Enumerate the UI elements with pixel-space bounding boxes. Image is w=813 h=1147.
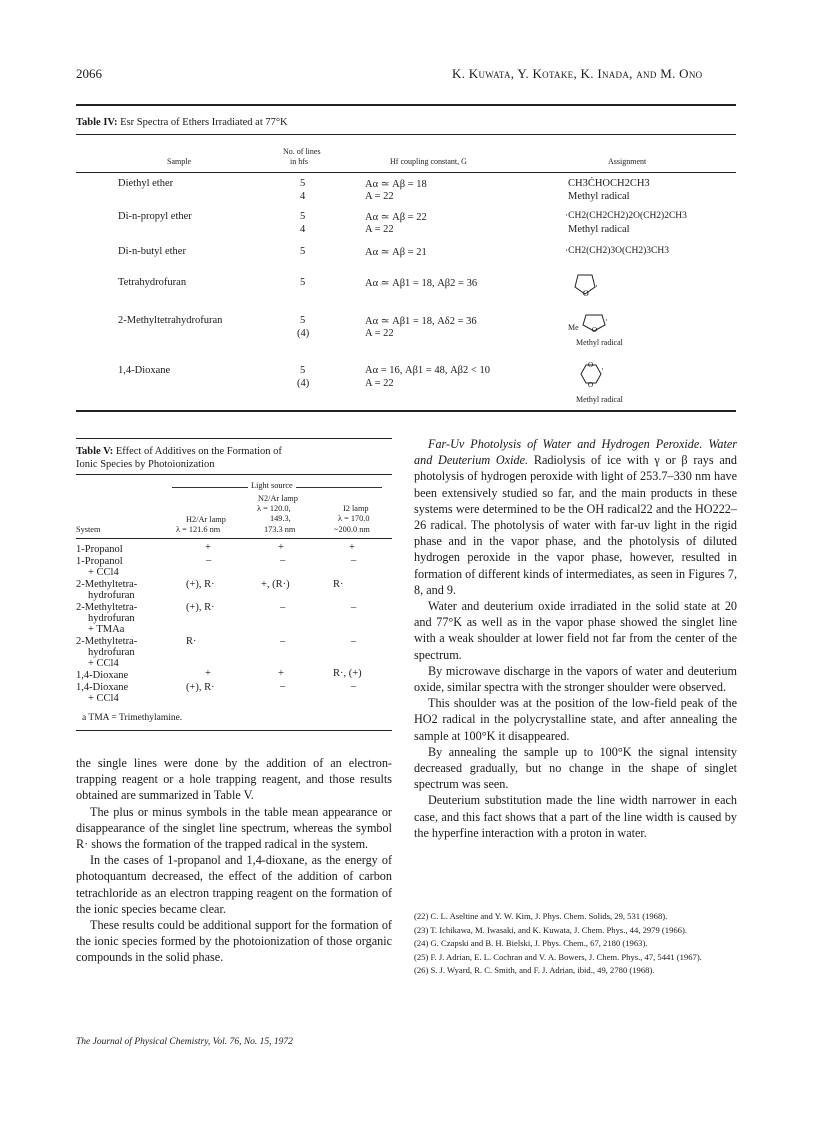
journal-footer: The Journal of Physical Chemistry, Vol. 76, No. 15, 1972 bbox=[76, 1037, 293, 1047]
table5-col-system: System bbox=[76, 525, 101, 534]
table5-system: + TMAa bbox=[88, 624, 125, 635]
table5-val: – bbox=[206, 555, 212, 566]
table5-val: – bbox=[351, 636, 357, 647]
table5-header-rule bbox=[76, 474, 392, 475]
table4-sample: Di-n-propyl ether bbox=[118, 211, 192, 222]
table5-top-rule bbox=[76, 438, 392, 439]
table4-caption-label: Table IV: bbox=[76, 117, 118, 128]
table5-val: R·, (+) bbox=[333, 668, 362, 679]
table5-system: + CCl4 bbox=[88, 567, 119, 578]
table5-system: 1-Propanol bbox=[76, 556, 123, 567]
table4-sample: Di-n-butyl ether bbox=[118, 246, 186, 257]
table5-system: hydrofuran bbox=[88, 647, 135, 658]
table5-system: hydrofuran bbox=[88, 613, 135, 624]
reference-item: (23) T. Ichikawa, M. Iwasaki, and K. Kuwata, J. Chem. Phys., 44, 2979 (1966). bbox=[414, 924, 687, 935]
table4-header-rule bbox=[76, 134, 736, 135]
references bbox=[414, 911, 737, 979]
reference-item: (26) S. J. Wyard, R. C. Smith, and F. J. Adrian, ibid., 49, 2780 (1968). bbox=[414, 965, 655, 975]
table5-system: + CCl4 bbox=[88, 658, 119, 669]
paragraph-text: Radiolysis of ice with γ or β rays and photolysis of hydrogen peroxide with light of 253.7–330 nm have been extensively studied so far, and the main products in these systems were determined to be the OH radical22 and the HO222–26 radical. The photolysis of water with far-uv light in the rigid phase and in the vapor phase, and the photolysis of diluted hydrogen peroxide in the vapor phase, however, resulted in formation of different kinds of intermediates, as seen in Figures 7, 8, and 9. bbox=[414, 453, 737, 597]
paragraph: This shoulder was at the position of the low-field peak of the HO2 radical in the polycrystalline state, and after annealing the sample at 100°K it disappeared. bbox=[414, 696, 737, 743]
tetrahydrofuran-radical-structure bbox=[575, 270, 605, 298]
table5-light-source: Light source bbox=[248, 481, 296, 490]
table5-col2: 173.3 nm bbox=[264, 525, 296, 534]
table4-hf: Aα ≃ Aβ = 22 bbox=[365, 212, 427, 223]
table4-hf: Aα ≃ Aβ1 = 18, Aβ2 = 36 bbox=[365, 278, 478, 289]
reference-item: (25) F. J. Adrian, E. L. Cochran and V. A. Bowers, J. Chem. Phys., 47, 5441 (1967). bbox=[414, 951, 702, 962]
table5-val: – bbox=[280, 636, 286, 647]
reference-item: (24) G. Czapski and B. H. Bielski, J. Phys. Chem., 67, 2180 (1963). bbox=[414, 938, 648, 948]
table4-assignment: Methyl radical bbox=[576, 338, 623, 347]
dioxane-radical-structure bbox=[578, 360, 606, 390]
paragraph: The plus or minus symbols in the table mean appearance or disappearance of the singlet line spectrum, whereas the symbol R· shows the formation of the trapped radical in the system. bbox=[76, 804, 392, 852]
svg-text:O: O bbox=[592, 326, 598, 334]
table5-colhead-rule bbox=[76, 538, 392, 539]
running-head-authors: K. Kuwata, Y. Kotake, K. Inada, and M. Ono bbox=[452, 66, 703, 81]
table5-col3: ~200.0 nm bbox=[334, 525, 370, 534]
table4-hf: A = 22 bbox=[365, 328, 394, 339]
table5-caption-label: Table V: bbox=[76, 446, 114, 457]
paragraph: By microwave discharge in the vapors of water and deuterium oxide, similar spectra with the stronger shoulder were observed. bbox=[414, 663, 737, 695]
table4-lines: 5 bbox=[300, 277, 306, 288]
svg-text:O: O bbox=[583, 289, 589, 298]
right-column-text bbox=[414, 436, 737, 841]
table4-lines: (4) bbox=[297, 328, 310, 339]
table4-assignment: Methyl radical bbox=[568, 191, 630, 202]
table4-lines: 5 bbox=[300, 365, 306, 376]
table4-colhead-rule bbox=[76, 172, 736, 173]
table5-col2: λ = 120.0, bbox=[257, 504, 291, 513]
table5-system: + CCl4 bbox=[88, 693, 119, 704]
methyl-substituent-label: Me bbox=[568, 323, 579, 332]
table5-val: – bbox=[351, 555, 357, 566]
section-heading: Far-Uv Photolysis of Water and Hydrogen Peroxide. Water and Deuterium Oxide. bbox=[414, 437, 737, 468]
table4-hf: A = 22 bbox=[365, 191, 394, 202]
table4-sample: Diethyl ether bbox=[118, 178, 174, 189]
table4-hf: Aα ≃ Aβ = 21 bbox=[365, 247, 427, 258]
table5-val: – bbox=[351, 602, 357, 613]
table5-val: + bbox=[205, 668, 211, 679]
table4-hf: A = 22 bbox=[365, 224, 394, 235]
table5-val: + bbox=[278, 668, 284, 679]
table4-lines: 5 bbox=[300, 178, 306, 189]
left-column-text bbox=[76, 755, 392, 966]
table4-assignment: CH3ĊHOCH2CH3 bbox=[568, 178, 650, 189]
table4-sample: 1,4-Dioxane bbox=[118, 365, 171, 376]
table5-val: – bbox=[280, 555, 286, 566]
table5-system: 1-Propanol bbox=[76, 544, 123, 555]
table5-val: R· bbox=[186, 636, 197, 647]
table4-caption-text: Esr Spectra of Ethers Irradiated at 77°K bbox=[120, 117, 288, 128]
table5-val: + bbox=[205, 542, 211, 553]
table5-val: – bbox=[351, 681, 357, 692]
table4-top-rule bbox=[76, 104, 736, 106]
table4-lines: (4) bbox=[297, 378, 310, 389]
table4-col-sample: Sample bbox=[167, 157, 191, 166]
page-number: 2066 bbox=[76, 66, 102, 81]
table5-system: 1,4-Dioxane bbox=[76, 682, 129, 693]
table4-hf: A = 22 bbox=[365, 378, 394, 389]
svg-text:·: · bbox=[605, 315, 608, 325]
table5-system: 1,4-Dioxane bbox=[76, 670, 129, 681]
table4-hf: Aα ≃ Aβ1 = 18, Aδ2 = 36 bbox=[365, 316, 477, 327]
methyltetrahydrofuran-radical-structure bbox=[580, 311, 612, 333]
table4-sample: 2-Methyltetrahydrofuran bbox=[118, 315, 223, 326]
table5-val: – bbox=[280, 681, 286, 692]
table5-system: 2-Methyltetra- bbox=[76, 636, 138, 647]
table4-assignment: ·CH2(CH2CH2)2O(CH2)2CH3 bbox=[565, 211, 687, 221]
table5-col2: 149.3, bbox=[270, 514, 291, 523]
table4-lines: 5 bbox=[300, 246, 306, 257]
table5-val: + bbox=[349, 542, 355, 553]
paragraph bbox=[414, 436, 737, 598]
paragraph: By annealing the sample up to 100°K the signal intensity decreased gradually, but no change in the shape of singlet spectrum was seen. bbox=[414, 744, 737, 792]
table4-assignment: ·CH2(CH2)3O(CH2)3CH3 bbox=[565, 246, 669, 256]
table5-val: + bbox=[278, 542, 284, 553]
table5-val: (+), R· bbox=[186, 579, 215, 590]
table5-val: R· bbox=[333, 579, 344, 590]
table4-col-hf: Hf coupling constant, G bbox=[390, 157, 467, 166]
table4-col-lines-1: No. of lines bbox=[283, 147, 321, 156]
table4-assignment: Methyl radical bbox=[568, 224, 630, 235]
table4-lines: 4 bbox=[300, 191, 306, 202]
table5-caption-text-1: Effect of Additives on the Formation of bbox=[115, 446, 282, 457]
table5-footnote: a TMA = Trimethylamine. bbox=[82, 713, 183, 723]
table5-col1: H2/Ar lamp bbox=[186, 515, 226, 524]
table4-sample: Tetrahydrofuran bbox=[118, 277, 187, 288]
table5-system: hydrofuran bbox=[88, 590, 135, 601]
table4-lines: 5 bbox=[300, 315, 306, 326]
reference-item: (22) C. L. Aseltine and Y. W. Kim, J. Phys. Chem. Solids, 29, 531 (1968). bbox=[414, 911, 668, 921]
paragraph: Deuterium substitution made the line width narrower in each case, and this fact shows that a part of the line width is caused by the hyperfine interaction with a proton in water. bbox=[414, 793, 737, 840]
table5-val: +, (R·) bbox=[261, 579, 290, 590]
table4-assignment: Methyl radical bbox=[576, 395, 623, 404]
table5-val: – bbox=[280, 602, 286, 613]
table5-col3: λ = 170.0 bbox=[338, 514, 370, 523]
svg-text:O: O bbox=[588, 361, 594, 369]
table4-lines: 5 bbox=[300, 211, 306, 222]
table4-col-lines-2: in hfs bbox=[290, 157, 308, 166]
svg-text:·: · bbox=[595, 281, 598, 291]
table4-caption bbox=[76, 117, 288, 128]
table5-system: 2-Methyltetra- bbox=[76, 602, 138, 613]
paragraph: the single lines were done by the addition of an electron-trapping reagent or a hole trapping reagent, and those results obtained are summarized in Table V. bbox=[76, 756, 392, 803]
table5-val: (+), R· bbox=[186, 602, 215, 613]
table4-col-assignment: Assignment bbox=[608, 157, 647, 166]
svg-text:·: · bbox=[601, 364, 604, 374]
paragraph: These results could be additional support for the formation of the ionic species formed by the photoionization of those organic compounds in the solid phase. bbox=[76, 918, 392, 965]
table4-hf: Aα ≃ Aβ = 18 bbox=[365, 179, 427, 190]
table5-system: 2-Methyltetra- bbox=[76, 579, 138, 590]
table4-hf: Aα = 16, Aβ1 = 48, Aβ2 < 10 bbox=[365, 365, 490, 376]
table4-bottom-rule bbox=[76, 410, 736, 412]
svg-text:O: O bbox=[588, 381, 594, 389]
table5-col2: N2/Ar lamp bbox=[258, 494, 298, 503]
table5-val: (+), R· bbox=[186, 682, 215, 693]
table5-caption-text-2: Ionic Species by Photoionization bbox=[76, 458, 215, 470]
table4-lines: 4 bbox=[300, 224, 306, 235]
table5-bottom-rule bbox=[76, 730, 392, 731]
paragraph: Water and deuterium oxide irradiated in the solid state at 20 and 77°K as well as in the vapor phase showed the singlet line with a weak shoulder at lower field not far from the center of the spectrum. bbox=[414, 599, 737, 662]
table5-col1: λ = 121.6 nm bbox=[176, 525, 221, 534]
table5-caption bbox=[76, 446, 282, 471]
table5-col3: I2 lamp bbox=[343, 504, 369, 513]
paragraph: In the cases of 1-propanol and 1,4-dioxane, as the energy of photoquantum decreased, the effect of the addition of carbon tetrachloride as an electron trapping reagent on the formation of the ionic species became clear. bbox=[76, 853, 392, 916]
